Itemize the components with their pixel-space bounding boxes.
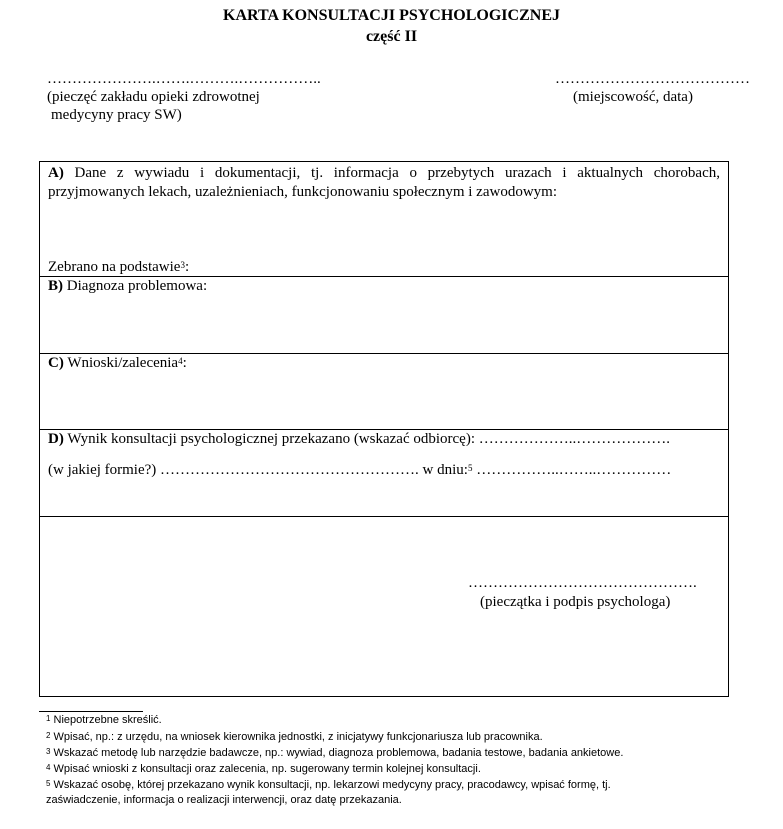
section-a-text [48, 164, 720, 202]
form-box [39, 161, 729, 697]
stamp-dots: ………………….…….……….…………….. [47, 71, 321, 87]
section-a-collected [48, 258, 189, 277]
document-title: KARTA KONSULTACJI PSYCHOLOGICZNEJ [223, 7, 560, 24]
footnote-text: Wskazać metodę lub narzędzie badawcze, np.: wywiad, diagnoza problemowa, badania testowe, badania ankietowe. [50, 747, 624, 759]
place-date-dots: ………………………………… [555, 71, 750, 87]
section-c [40, 354, 728, 430]
section-c-heading [48, 354, 187, 373]
signature-label: (pieczątka i podpis psychologa) [480, 594, 671, 610]
section-b-heading [48, 277, 207, 296]
footnote-text: Wskazać osobę, której przekazano wynik konsultacji, np. lekarzowi medycyny pracy, pracodawcy, wpisać formę, tj. [50, 779, 611, 791]
section-b [40, 277, 728, 354]
footnote-text: Wpisać wnioski z konsultacji oraz zalecenia, np. sugerowany termin kolejnej konsultacji. [50, 763, 481, 775]
section-b-label: Diagnoza problemowa: [66, 278, 208, 294]
footnote-3 [46, 746, 623, 760]
section-d-recipient: Wynik konsultacji psychologicznej przekazano (wskazać odbiorcę): ………………..………………. [67, 431, 671, 447]
section-a-letter: A) [48, 165, 64, 181]
section-d [40, 430, 728, 517]
collected-label: Zebrano na podstawie [48, 259, 181, 275]
section-d-date-dots: ……………..……..…………… [472, 462, 672, 478]
collected-colon: : [184, 259, 190, 275]
footnote-number: 5 [46, 779, 51, 788]
section-c-label: Wnioski/zalecenia [67, 355, 179, 371]
footnote-5-continuation: zaświadczenie, informacja o realizacji interwencji, oraz datę przekazania. [46, 794, 402, 806]
footnote-text: Niepotrzebne skreślić. [50, 714, 162, 726]
stamp-label-line2: medycyny pracy SW) [51, 107, 182, 123]
footnote-separator [39, 711, 143, 712]
section-a [40, 162, 728, 277]
section-a-description: Dane z wywiadu i dokumentacji, tj. informacja o przebytych urazach i aktualnych chorobach, przyjmowanych lekach, uzależnieniach, funkcjonowaniu społecznym i zawodowym: [48, 165, 720, 200]
signature-dots: ………………………………………. [468, 575, 697, 591]
footnote-1 [46, 713, 162, 727]
place-date-label: (miejscowość, data) [573, 89, 693, 105]
footnote-number: 4 [46, 763, 51, 772]
stamp-label-line1: (pieczęć zakładu opieki zdrowotnej [47, 89, 260, 105]
document-subtitle: część II [365, 28, 418, 45]
section-d-line1 [48, 430, 670, 449]
section-c-colon: : [182, 355, 187, 371]
section-b-letter: B) [48, 278, 63, 294]
footnote-text: Wpisać, np.: z urzędu, na wniosek kierownika jednostki, z inicjatywy funkcjonariusza lub pracownika. [50, 731, 543, 743]
section-d-form-date: (w jakiej formie?) ……………………………………………. w dniu: [48, 462, 468, 478]
footnote-ref-3: 3 [180, 260, 185, 270]
footnote-4 [46, 762, 481, 776]
footnote-ref-4: 4 [178, 356, 183, 366]
footnote-number: 3 [46, 747, 51, 756]
footnote-number: 1 [46, 714, 51, 723]
footnote-2 [46, 730, 543, 744]
footnote-number: 2 [46, 731, 51, 740]
section-d-letter: D) [48, 431, 64, 447]
section-c-letter: C) [48, 355, 64, 371]
section-d-line2 [48, 461, 671, 480]
signature-section [40, 517, 728, 696]
footnote-5 [46, 778, 611, 792]
footnote-ref-5: 5 [467, 463, 473, 473]
